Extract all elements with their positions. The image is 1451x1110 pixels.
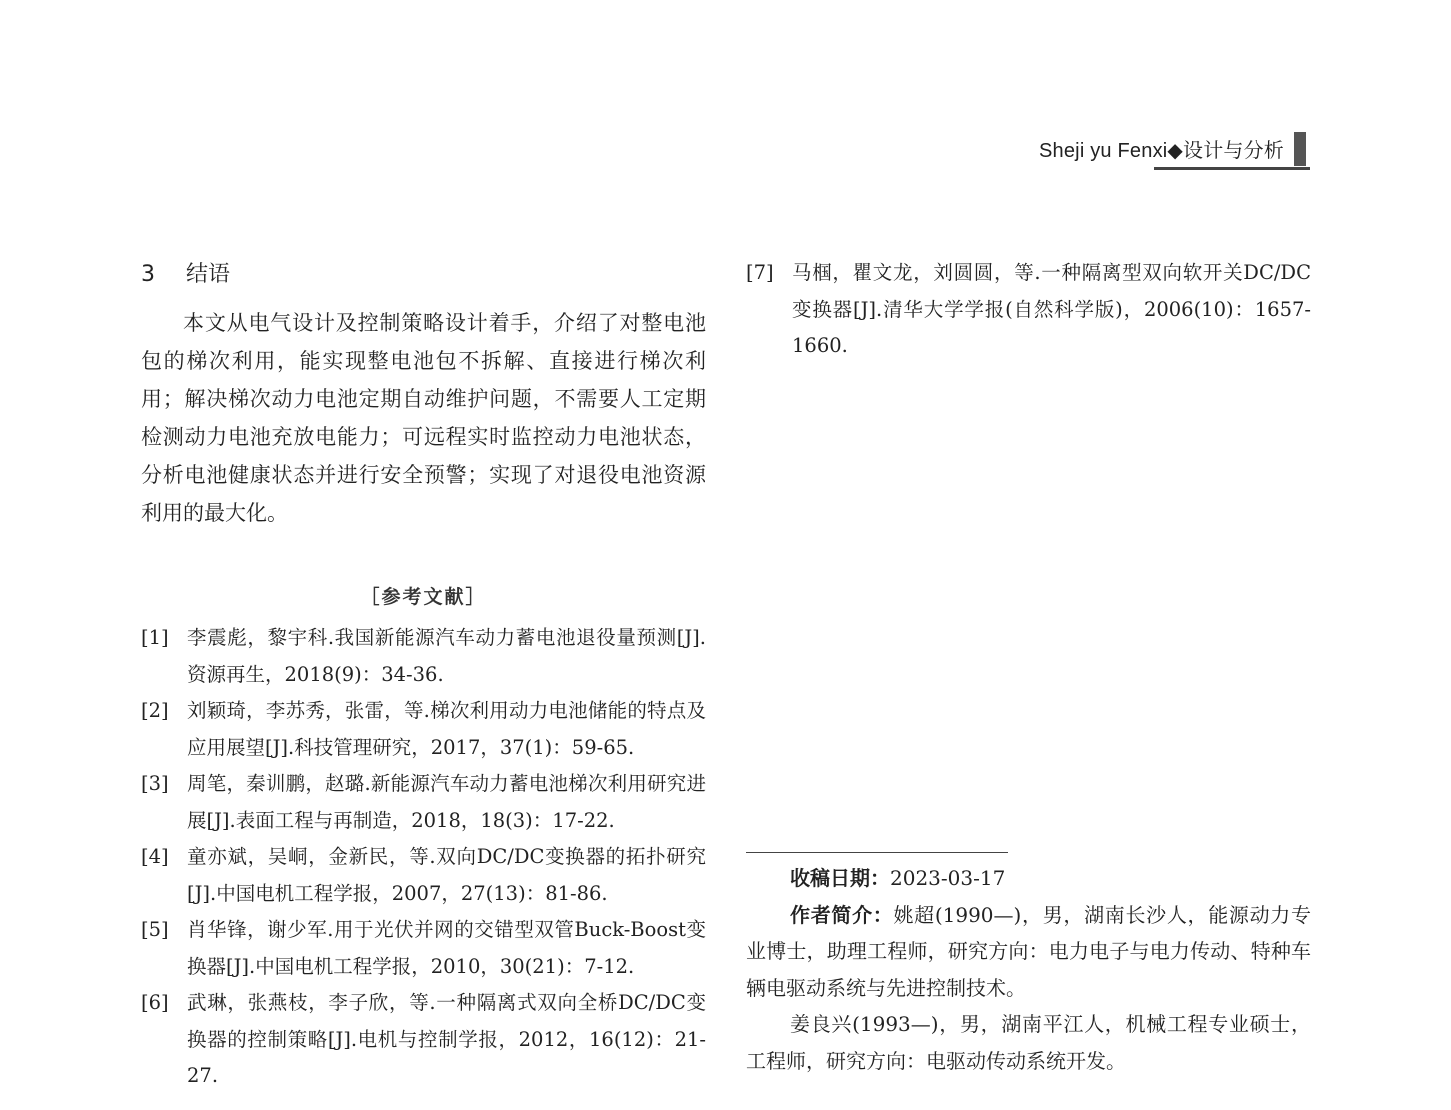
received-date-note [746,860,1311,897]
conclusion-paragraph: 本文从电气设计及控制策略设计着手，介绍了对整电池包的梯次利用，能实现整电池包不拆解、直接进行梯次利用；解决梯次动力电池定期自动维护问题，不需要人工定期检测动力电池充放电能力；可远程实时监控动力电池状态，分析电池健康状态并进行安全预警；实现了对退役电池资源利用的最大化。 [141,311,706,525]
running-header [1000,132,1310,170]
reference-text: 马椢，瞿文龙，刘圆圆，等.一种隔离型双向软开关DC/DC变换器[J].清华大学学报(自然科学版)，2006(10)：1657-1660. [792,261,1311,357]
section-title: 结语 [186,262,231,287]
reference-label: [1] [141,626,169,649]
author-2-bio: 姜良兴(1993—)，男，湖南平江人，机械工程专业硕士，工程师，研究方向：电驱动传动系统开发。 [746,1012,1311,1073]
reference-item [141,766,706,839]
author-note-1 [746,897,1311,1007]
author-label: 作者简介： [790,902,894,927]
reference-label: [6] [141,991,169,1014]
reference-item [141,912,706,985]
reference-text: 武琳，张燕枝，李子欣，等.一种隔离式双向全桥DC/DC变换器的控制策略[J].电机与控制学报，2012，16(12)：21-27. [187,991,706,1087]
reference-item [141,839,706,912]
reference-label: [5] [141,918,169,941]
header-marker-bar [1294,132,1306,166]
reference-text: 李震彪，黎宇科.我国新能源汽车动力蓄电池退役量预测[J].资源再生，2018(9)：34-36. [187,626,706,686]
section-heading [141,260,706,290]
reference-text: 周笔，秦训鹏，赵璐.新能源汽车动力蓄电池梯次利用研究进展[J].表面工程与再制造，2018，18(3)：17-22. [187,772,706,832]
author-note-2 [746,1006,1311,1079]
right-column [746,255,1311,365]
footnotes [746,860,1311,1079]
author-1-bio: 姚超(1990—)，男，湖南长沙人，能源动力专业博士，助理工程师，研究方向：电力电子与电力传动、特种车辆电驱动系统与先进控制技术。 [746,902,1311,1000]
reference-label: [2] [141,699,169,722]
references-title: ［参考文献］ [360,586,487,608]
reference-text: 童亦斌，吴峒，金新民，等.双向DC/DC变换器的拓扑研究[J].中国电机工程学报，2007，27(13)：81-86. [187,845,706,905]
reference-text: 肖华锋，谢少军.用于光伏并网的交错型双管Buck-Boost变换器[J].中国电机工程学报，2010，30(21)：7-12. [187,918,706,978]
footnote-divider [746,852,1008,853]
section-number: 3 [141,262,155,287]
reference-item [141,985,706,1095]
reference-item [746,255,1311,365]
running-header-text: Sheji yu Fenxi◆设计与分析 [1039,140,1284,162]
reference-text: 刘颖琦，李苏秀，张雷，等.梯次利用动力电池储能的特点及应用展望[J].科技管理研究，2017，37(1)：59-65. [187,699,706,759]
header-rule [1154,167,1310,170]
reference-label: [7] [746,261,774,284]
received-date: 2023-03-17 [890,866,1006,890]
reference-item [141,693,706,766]
left-column [141,260,706,1095]
reference-label: [3] [141,772,169,795]
reference-label: [4] [141,845,169,868]
reference-item [141,620,706,693]
received-label: 收稿日期： [790,866,890,890]
